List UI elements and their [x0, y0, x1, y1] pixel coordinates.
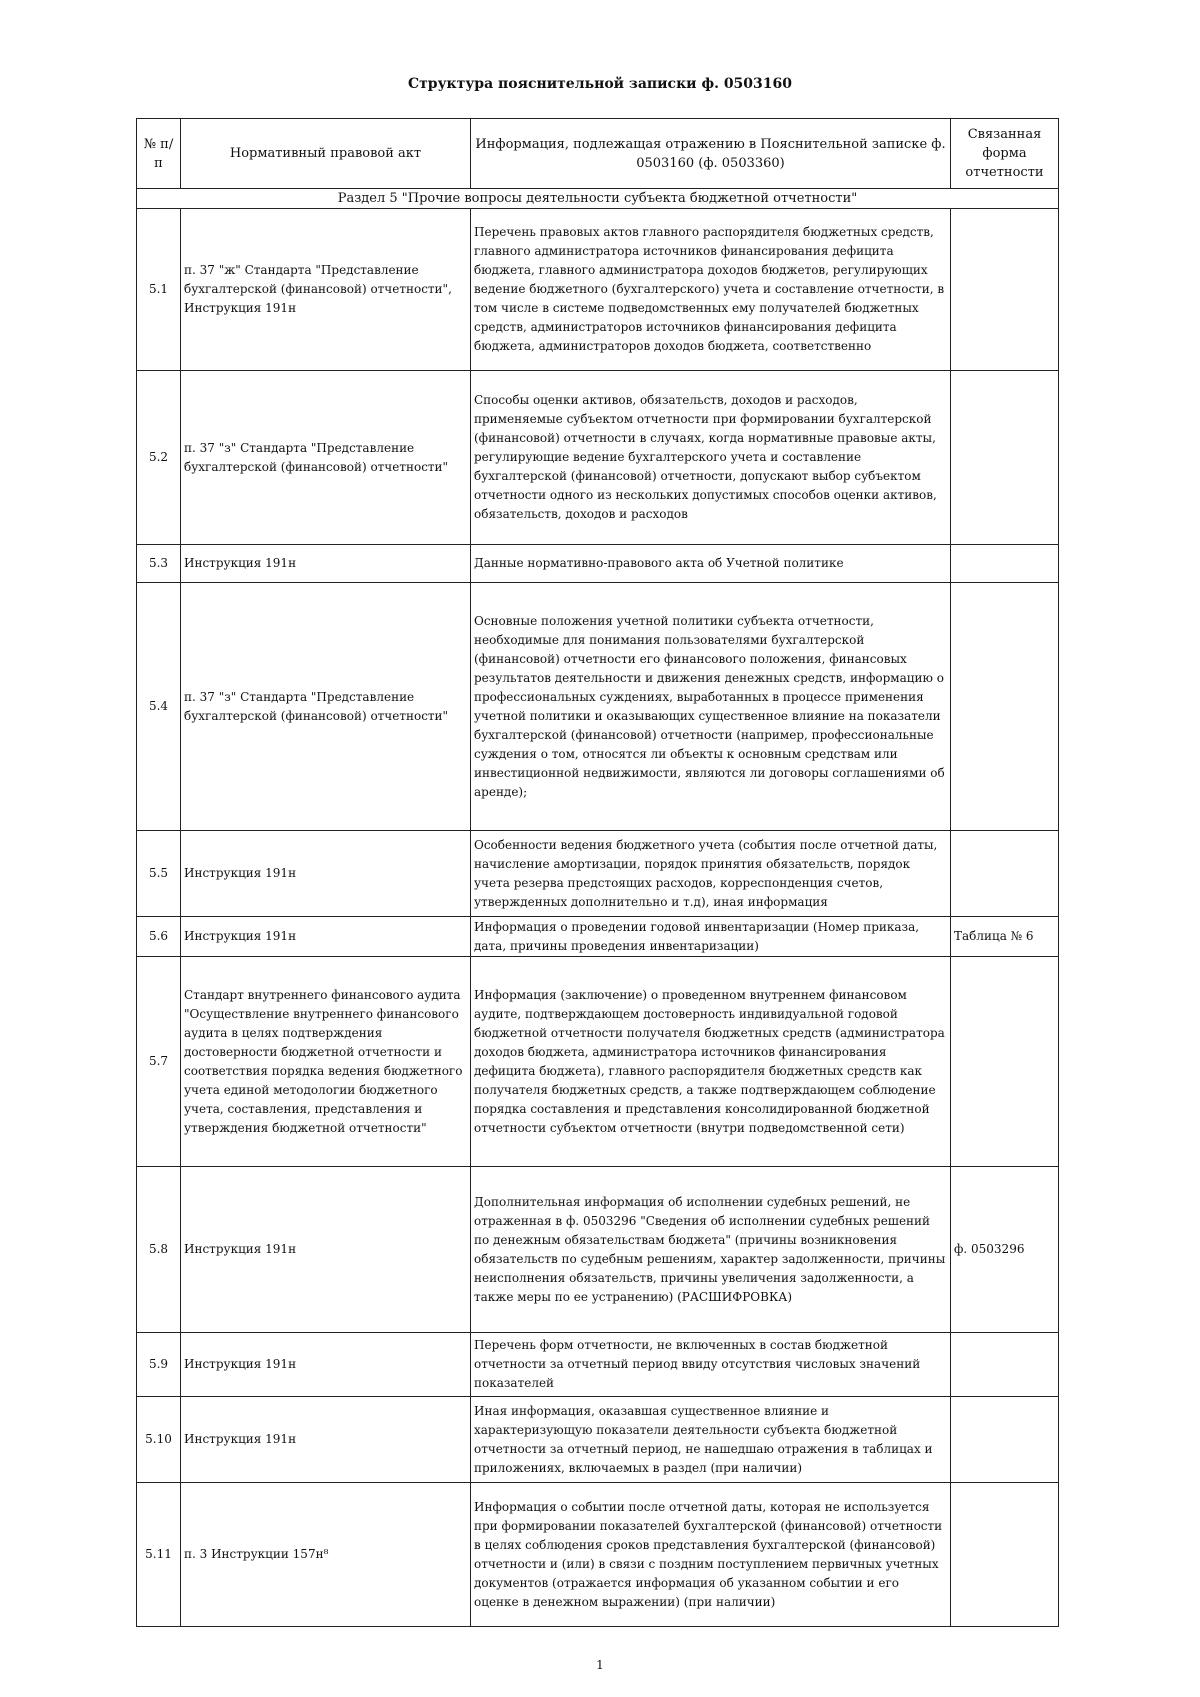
table-row [137, 1167, 1059, 1333]
section-title: Раздел 5 "Прочие вопросы деятельности субъекта бюджетной отчетности" [137, 189, 1059, 209]
row-form: ф. 0503296 [951, 1167, 1059, 1333]
row-num: 5.3 [137, 545, 181, 583]
row-form [951, 1397, 1059, 1483]
row-info: Информация о проведении годовой инвентаризации (Номер приказа, дата, причины проведения инвентаризации) [471, 917, 951, 957]
row-info: Информация о событии после отчетной даты, которая не используется при формировании показателей бухгалтерской (финансовой) отчетности в целях соблюдения сроков представления бухгалтерской (финансовой) отчетности и (или) в связи с поздним поступлением первичных учетных документов (отражается информация об указанном событии и его оценке в денежном выражении) (при наличии) [471, 1483, 951, 1627]
table-row [137, 371, 1059, 545]
row-info: Перечень форм отчетности, не включенных в состав бюджетной отчетности за отчетный период ввиду отсутствия числовых значений показателей [471, 1333, 951, 1397]
row-form [951, 1483, 1059, 1627]
row-act: п. 37 "з" Стандарта "Представление бухгалтерской (финансовой) отчетности" [181, 371, 471, 545]
table-row [137, 917, 1059, 957]
header-form: Связанная форма отчетности [951, 119, 1059, 189]
table-row [137, 545, 1059, 583]
row-act: п. 37 "ж" Стандарта "Представление бухгалтерской (финансовой) отчетности", Инструкция 191н [181, 209, 471, 371]
row-act: п. 37 "з" Стандарта "Представление бухгалтерской (финансовой) отчетности" [181, 583, 471, 831]
row-form [951, 371, 1059, 545]
row-info: Перечень правовых актов главного распорядителя бюджетных средств, главного администратора источников финансирования дефицита бюджета, главного администратора доходов бюджетов, регулирующих ведение бюджетного (бухгалтерского) учета и составление отчетности, в том числе в системе подведомственных ему получателей бюджетных средств, администраторов источников финансирования дефицита бюджета, администраторов доходов бюджета, соответственно [471, 209, 951, 371]
row-act: п. 3 Инструкции 157н⁸ [181, 1483, 471, 1627]
row-form [951, 545, 1059, 583]
row-info: Дополнительная информация об исполнении судебных решений, не отраженная в ф. 0503296 "Сведения об исполнении судебных решений по денежным обязательствам бюджета" (причины возникновения обязательств по судебным решениям, характер задолженности, причины неисполнения обязательств, причины увеличения задолженности, а также меры по ее устранению) (РАСШИФРОВКА) [471, 1167, 951, 1333]
row-num: 5.11 [137, 1483, 181, 1627]
table-row [137, 957, 1059, 1167]
row-num: 5.5 [137, 831, 181, 917]
row-form [951, 1333, 1059, 1397]
row-num: 5.2 [137, 371, 181, 545]
row-act: Инструкция 191н [181, 831, 471, 917]
row-form [951, 831, 1059, 917]
table-row [137, 831, 1059, 917]
row-form [951, 209, 1059, 371]
row-num: 5.8 [137, 1167, 181, 1333]
header-info: Информация, подлежащая отражению в Пояснительной записке ф. 0503160 (ф. 0503360) [471, 119, 951, 189]
table-row [137, 1483, 1059, 1627]
structure-table [136, 118, 1059, 1627]
row-num: 5.4 [137, 583, 181, 831]
row-act: Инструкция 191н [181, 917, 471, 957]
row-form [951, 957, 1059, 1167]
row-act: Инструкция 191н [181, 1167, 471, 1333]
row-info: Основные положения учетной политики субъекта отчетности, необходимые для понимания пользователями бухгалтерской (финансовой) отчетности его финансового положения, финансовых результатов деятельности и движения денежных средств, информацию о профессиональных суждениях, выработанных в процессе применения учетной политики и оказывающих существенное влияние на показатели бухгалтерской (финансовой) отчетности (например, профессиональные суждения о том, относятся ли объекты к основным средствам или инвестиционной недвижимости, являются ли договоры соглашениями об аренде); [471, 583, 951, 831]
row-info: Особенности ведения бюджетного учета (события после отчетной даты, начисление амортизации, порядок принятия обязательств, порядок учета резерва предстоящих расходов, корреспонденция счетов, утвержденных дополнительно и т.д), иная информация [471, 831, 951, 917]
row-act: Стандарт внутреннего финансового аудита "Осуществление внутреннего финансового аудита в целях подтверждения достоверности бюджетной отчетности и соответствия порядка ведения бюджетного учета единой методологии бюджетного учета, составления, представления и утверждения бюджетной отчетности" [181, 957, 471, 1167]
row-form: Таблица № 6 [951, 917, 1059, 957]
row-act: Инструкция 191н [181, 545, 471, 583]
row-act: Инструкция 191н [181, 1333, 471, 1397]
row-act: Инструкция 191н [181, 1397, 471, 1483]
table-row [137, 1333, 1059, 1397]
row-num: 5.7 [137, 957, 181, 1167]
header-num: № п/п [137, 119, 181, 189]
document-title: Структура пояснительной записки ф. 0503160 [407, 76, 793, 92]
table-row [137, 583, 1059, 831]
table-row [137, 209, 1059, 371]
row-info: Иная информация, оказавшая существенное влияние и характеризующую показатели деятельности субъекта бюджетной отчетности за отчетный период, не нашедшаю отражения в таблицах и приложениях, включаемых в раздел (при наличии) [471, 1397, 951, 1483]
row-num: 5.10 [137, 1397, 181, 1483]
row-num: 5.6 [137, 917, 181, 957]
table-row [137, 1397, 1059, 1483]
section-row [137, 189, 1059, 209]
row-form [951, 583, 1059, 831]
row-num: 5.1 [137, 209, 181, 371]
row-info: Данные нормативно-правового акта об Учетной политике [471, 545, 951, 583]
row-num: 5.9 [137, 1333, 181, 1397]
row-info: Способы оценки активов, обязательств, доходов и расходов, применяемые субъектом отчетности при формировании бухгалтерской (финансовой) отчетности в случаях, когда нормативные правовые акты, регулирующие ведение бухгалтерского учета и составление бухгалтерской (финансовой) отчетности, допускают выбор субъектом отчетности одного из нескольких допустимых способов оценки активов, обязательств, доходов и расходов [471, 371, 951, 545]
table-header-row [137, 119, 1059, 189]
row-info: Информация (заключение) о проведенном внутреннем финансовом аудите, подтверждающем достоверность индивидуальной годовой бюджетной отчетности получателя бюджетных средств (администратора доходов бюджета, администратора источников финансирования дефицита бюджета), главного распорядителя бюджетных средств как получателя бюджетных средств, а также подтверждающем соблюдение порядка составления и представления консолидированной бюджетной отчетности субъектом отчетности (внутри подведомственной сети) [471, 957, 951, 1167]
header-act: Нормативный правовой акт [181, 119, 471, 189]
page-number: 1 [596, 1658, 604, 1672]
